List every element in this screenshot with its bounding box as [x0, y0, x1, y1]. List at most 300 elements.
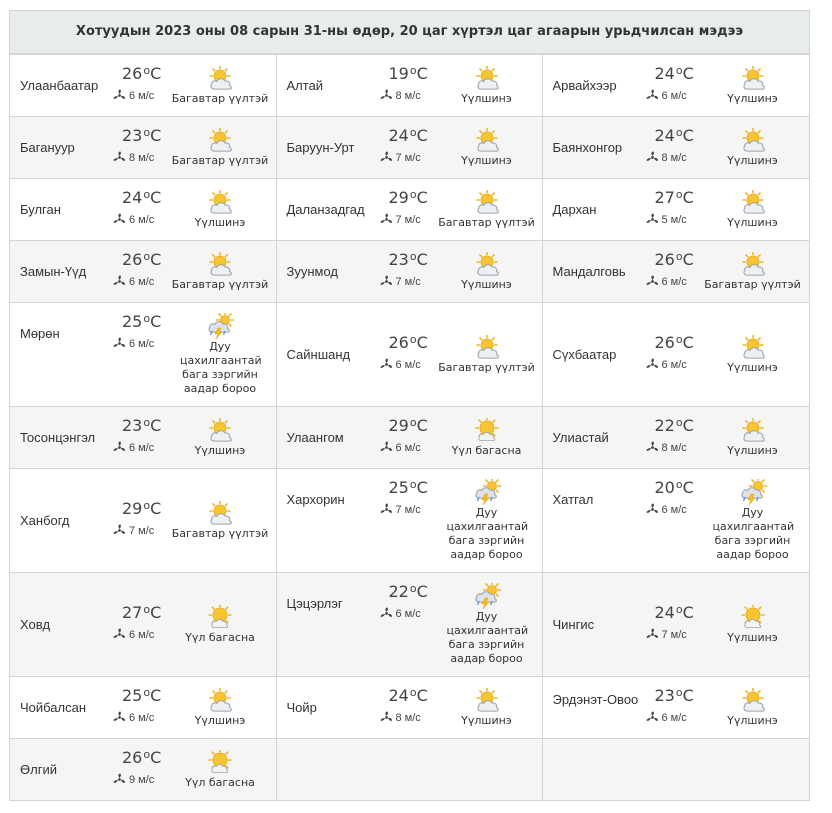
wind-icon	[646, 89, 659, 102]
wind-icon	[113, 275, 126, 288]
city-cell	[542, 573, 809, 677]
wind-speed: 7 м/с	[395, 213, 421, 226]
degree-symbol: o	[409, 478, 417, 491]
temperature-unit: C	[416, 686, 428, 705]
wind	[646, 628, 687, 641]
sun-cloud-icon	[738, 335, 768, 361]
temperature	[122, 748, 161, 767]
city-name: Улаангом	[286, 430, 344, 445]
city-cell	[276, 55, 542, 117]
city-cell	[542, 117, 809, 179]
degree-symbol: o	[675, 333, 683, 346]
city-name: Баянхонгор	[552, 140, 623, 155]
temperature-value: 22	[388, 582, 409, 601]
degree-symbol: o	[143, 603, 151, 616]
city-name: Тосонцэнгэл	[20, 430, 96, 445]
temperature	[389, 416, 428, 435]
wind	[380, 503, 421, 516]
degree-symbol: o	[409, 250, 417, 263]
wind	[113, 337, 154, 350]
city-cell	[542, 179, 809, 241]
sun-small-cloud-icon	[205, 605, 235, 631]
temperature	[122, 686, 161, 705]
weather-condition: Үүлшинэ	[194, 714, 246, 727]
sun-cloud-icon	[205, 501, 235, 527]
degree-symbol: o	[143, 499, 151, 512]
table-row	[10, 469, 809, 573]
city-cell	[10, 55, 276, 117]
city-cell	[542, 303, 809, 407]
weather-condition: Үүлшинэ	[461, 714, 512, 727]
wind	[646, 503, 687, 516]
weather-condition: Багавтар үүлтэй	[171, 92, 269, 105]
wind	[380, 213, 421, 226]
temperature-value: 25	[388, 478, 409, 497]
temperature-unit: C	[416, 416, 428, 435]
wind	[113, 441, 154, 454]
wind-speed: 6 м/с	[395, 358, 421, 371]
sun-cloud-icon	[205, 418, 235, 444]
degree-symbol: o	[675, 188, 683, 201]
sun-cloud-icon	[205, 66, 235, 92]
temperature	[122, 250, 161, 269]
sun-cloud-icon	[472, 190, 502, 216]
temperature-unit: C	[682, 250, 694, 269]
wind	[380, 151, 421, 164]
city-name: Эрдэнэт-Овоо	[552, 692, 639, 707]
weather-condition: Үүл багасна	[451, 444, 522, 457]
temperature	[389, 188, 428, 207]
city-name: Сайншанд	[286, 347, 351, 362]
sun-cloud-icon	[472, 66, 502, 92]
temperature-unit: C	[150, 250, 162, 269]
wind-speed: 7 м/с	[395, 503, 421, 516]
sun-cloud-icon	[738, 688, 768, 714]
empty-cell	[276, 739, 542, 801]
city-name: Улиастай	[552, 430, 609, 445]
wind-speed: 6 м/с	[129, 275, 155, 288]
wind	[380, 89, 421, 102]
wind-speed: 8 м/с	[661, 151, 687, 164]
temperature	[122, 188, 161, 207]
wind-speed: 6 м/с	[661, 89, 687, 102]
city-name: Багануур	[20, 140, 75, 155]
wind-speed: 9 м/с	[129, 773, 155, 786]
temperature	[655, 686, 694, 705]
wind-icon	[113, 151, 126, 164]
weather-condition: Үүлшинэ	[194, 216, 246, 229]
temperature	[655, 603, 694, 622]
temperature	[122, 312, 161, 331]
city-name: Улаанбаатар	[20, 78, 99, 93]
sun-cloud-icon	[738, 418, 768, 444]
temperature	[655, 250, 694, 269]
city-name: Баруун-Урт	[286, 140, 355, 155]
temperature-unit: C	[682, 188, 694, 207]
wind-speed: 6 м/с	[661, 275, 687, 288]
sun-small-cloud-icon	[738, 605, 768, 631]
degree-symbol: o	[675, 250, 683, 263]
wind-speed: 6 м/с	[395, 441, 421, 454]
city-cell	[542, 469, 809, 573]
wind-icon	[646, 711, 659, 724]
wind-icon	[380, 607, 393, 620]
temperature	[389, 686, 428, 705]
temperature-unit: C	[150, 416, 162, 435]
wind-speed: 6 м/с	[129, 213, 155, 226]
wind-speed: 8 м/с	[661, 441, 687, 454]
wind	[113, 628, 154, 641]
temperature-value: 24	[122, 188, 143, 207]
weather-condition: Дуу цахилгаантай бага зэргийн аадар бороо	[446, 506, 529, 561]
wind	[113, 773, 154, 786]
temperature	[389, 250, 428, 269]
city-name: Даланзадгад	[286, 202, 365, 217]
city-name: Ховд	[20, 617, 51, 632]
wind	[380, 358, 421, 371]
degree-symbol: o	[143, 686, 151, 699]
city-name: Мөрөн	[20, 326, 60, 341]
degree-symbol: o	[675, 478, 683, 491]
temperature	[122, 603, 161, 622]
temperature-unit: C	[416, 582, 428, 601]
wind-icon	[646, 441, 659, 454]
city-cell	[10, 739, 276, 801]
wind-icon	[380, 711, 393, 724]
wind	[646, 358, 687, 371]
wind	[113, 524, 154, 537]
temperature	[389, 478, 428, 497]
city-name: Чингис	[552, 617, 595, 632]
city-cell	[10, 407, 276, 469]
city-name: Хатгал	[552, 492, 594, 507]
temperature-unit: C	[682, 126, 694, 145]
weather-condition: Үүлшинэ	[461, 278, 512, 291]
wind	[646, 711, 687, 724]
temperature-value: 29	[388, 416, 409, 435]
forecast-table	[10, 54, 809, 801]
city-name: Зуунмод	[286, 264, 338, 279]
forecast-title: Хотуудын 2023 оны 08 сарын 31-ны өдөр, 20 цаг хүртэл цаг агаарын урьдчилсан мэдээ	[10, 11, 809, 54]
wind-icon	[113, 441, 126, 454]
sun-cloud-icon	[205, 252, 235, 278]
temperature-unit: C	[416, 188, 428, 207]
sun-cloud-icon	[738, 190, 768, 216]
wind	[646, 275, 687, 288]
temperature-unit: C	[682, 416, 694, 435]
weather-condition: Багавтар үүлтэй	[438, 216, 535, 229]
degree-symbol: o	[409, 333, 417, 346]
wind-speed: 7 м/с	[129, 524, 155, 537]
wind-speed: 6 м/с	[129, 711, 155, 724]
wind	[646, 89, 687, 102]
wind	[646, 151, 687, 164]
wind-icon	[380, 441, 393, 454]
weather-condition: Дуу цахилгаантай бага зэргийн аадар бороо	[180, 340, 262, 395]
temperature	[122, 416, 161, 435]
city-cell	[276, 179, 542, 241]
wind	[646, 213, 687, 226]
temperature-value: 26	[654, 333, 675, 352]
degree-symbol: o	[143, 64, 151, 77]
city-cell	[276, 117, 542, 179]
temperature-value: 20	[654, 478, 675, 497]
city-cell	[276, 241, 542, 303]
temperature-unit: C	[150, 686, 162, 705]
degree-symbol: o	[675, 686, 683, 699]
wind-icon	[113, 213, 126, 226]
weather-condition: Багавтар үүлтэй	[171, 278, 269, 291]
thunder-rain-icon	[472, 583, 502, 609]
wind-speed: 5 м/с	[661, 213, 687, 226]
wind-icon	[646, 151, 659, 164]
forecast-panel	[9, 10, 810, 801]
degree-symbol: o	[675, 416, 683, 429]
wind-icon	[113, 89, 126, 102]
wind	[113, 711, 154, 724]
city-cell	[10, 573, 276, 677]
city-name: Цэцэрлэг	[286, 596, 343, 611]
sun-small-cloud-icon	[472, 418, 502, 444]
weather-condition: Үүлшинэ	[727, 361, 778, 374]
temperature-unit: C	[416, 64, 428, 83]
weather-condition: Үүлшинэ	[727, 714, 778, 727]
sun-small-cloud-icon	[205, 750, 235, 776]
temperature-unit: C	[150, 499, 162, 518]
degree-symbol: o	[409, 686, 417, 699]
temperature-value: 23	[122, 416, 143, 435]
temperature-value: 23	[388, 250, 409, 269]
temperature-unit: C	[416, 126, 428, 145]
city-cell	[10, 303, 276, 407]
city-name: Өлгий	[20, 762, 57, 777]
temperature-unit: C	[682, 64, 694, 83]
temperature	[389, 582, 428, 601]
temperature-value: 27	[654, 188, 675, 207]
wind-speed: 8 м/с	[129, 151, 155, 164]
temperature-value: 22	[654, 416, 675, 435]
sun-cloud-icon	[738, 128, 768, 154]
temperature-value: 25	[122, 686, 143, 705]
wind-icon	[646, 275, 659, 288]
wind-speed: 6 м/с	[129, 628, 155, 641]
temperature-value: 24	[654, 64, 675, 83]
weather-condition: Багавтар үүлтэй	[171, 154, 269, 167]
weather-condition: Үүлшинэ	[461, 154, 512, 167]
temperature-value: 25	[122, 312, 143, 331]
temperature-unit: C	[682, 603, 694, 622]
degree-symbol: o	[409, 582, 417, 595]
weather-condition: Дуу цахилгаантай бага зэргийн аадар бороо	[446, 610, 529, 665]
table-row	[10, 241, 809, 303]
temperature-value: 29	[388, 188, 409, 207]
degree-symbol: o	[143, 748, 151, 761]
wind	[380, 607, 421, 620]
temperature	[389, 126, 428, 145]
table-row	[10, 407, 809, 469]
sun-cloud-icon	[205, 128, 235, 154]
sun-cloud-icon	[472, 128, 502, 154]
temperature-value: 24	[388, 686, 409, 705]
city-cell	[542, 55, 809, 117]
wind-speed: 7 м/с	[661, 628, 687, 641]
temperature-unit: C	[150, 603, 162, 622]
wind	[380, 441, 421, 454]
table-row	[10, 677, 809, 739]
degree-symbol: o	[409, 64, 417, 77]
wind-icon	[380, 358, 393, 371]
wind-icon	[113, 628, 126, 641]
thunder-rain-icon	[472, 479, 502, 505]
city-name: Хархорин	[286, 492, 345, 507]
wind-speed: 6 м/с	[395, 607, 421, 620]
temperature-value: 29	[122, 499, 143, 518]
city-name: Дархан	[552, 202, 597, 217]
city-name: Булган	[20, 202, 61, 217]
temperature-unit: C	[682, 333, 694, 352]
sun-cloud-icon	[205, 688, 235, 714]
temperature-value: 23	[122, 126, 143, 145]
wind-speed: 7 м/с	[395, 275, 421, 288]
wind-icon	[646, 358, 659, 371]
sun-cloud-icon	[472, 335, 502, 361]
wind-icon	[380, 275, 393, 288]
temperature	[122, 126, 161, 145]
weather-condition: Үүлшинэ	[727, 216, 778, 229]
city-cell	[10, 179, 276, 241]
weather-condition: Үүлшинэ	[727, 631, 778, 644]
wind-icon	[380, 89, 393, 102]
temperature-value: 26	[122, 748, 143, 767]
degree-symbol: o	[143, 250, 151, 263]
temperature	[655, 333, 694, 352]
degree-symbol: o	[143, 188, 151, 201]
temperature-unit: C	[150, 312, 162, 331]
wind-icon	[380, 503, 393, 516]
wind	[113, 151, 154, 164]
city-cell	[276, 407, 542, 469]
thunder-rain-icon	[205, 313, 235, 339]
temperature-unit: C	[150, 748, 162, 767]
wind	[380, 711, 421, 724]
temperature	[655, 478, 694, 497]
temperature-unit: C	[682, 686, 694, 705]
city-name: Арвайхээр	[552, 78, 617, 93]
weather-condition: Багавтар үүлтэй	[438, 361, 535, 374]
table-row	[10, 573, 809, 677]
sun-cloud-icon	[472, 688, 502, 714]
wind-icon	[113, 337, 126, 350]
city-cell	[276, 303, 542, 407]
sun-cloud-icon	[205, 190, 235, 216]
sun-cloud-icon	[472, 252, 502, 278]
wind	[113, 213, 154, 226]
city-name: Чойбалсан	[20, 700, 87, 715]
temperature	[122, 499, 161, 518]
temperature-unit: C	[416, 250, 428, 269]
city-cell	[276, 677, 542, 739]
temperature-value: 24	[654, 603, 675, 622]
temperature-value: 19	[388, 64, 409, 83]
city-name: Мандалговь	[552, 264, 626, 279]
degree-symbol: o	[143, 312, 151, 325]
wind-speed: 8 м/с	[395, 711, 421, 724]
weather-condition: Багавтар үүлтэй	[171, 527, 269, 540]
weather-condition: Үүл багасна	[185, 776, 255, 789]
temperature	[655, 126, 694, 145]
table-row	[10, 179, 809, 241]
temperature-unit: C	[150, 188, 162, 207]
weather-condition: Үүл багасна	[185, 631, 255, 644]
degree-symbol: o	[675, 64, 683, 77]
wind-icon	[380, 151, 393, 164]
city-cell	[276, 573, 542, 677]
weather-condition: Үүлшинэ	[194, 444, 246, 457]
degree-symbol: o	[143, 416, 151, 429]
degree-symbol: o	[409, 416, 417, 429]
city-cell	[10, 469, 276, 573]
temperature	[389, 64, 428, 83]
temperature-value: 24	[654, 126, 675, 145]
wind-speed: 6 м/с	[661, 503, 687, 516]
weather-condition: Үүлшинэ	[727, 92, 778, 105]
city-name: Ханбогд	[20, 513, 70, 528]
wind-icon	[646, 503, 659, 516]
city-name: Замын-Үүд	[20, 264, 87, 279]
thunder-rain-icon	[738, 479, 768, 505]
temperature	[655, 188, 694, 207]
temperature-unit: C	[682, 478, 694, 497]
wind-speed: 6 м/с	[661, 358, 687, 371]
degree-symbol: o	[409, 126, 417, 139]
temperature-unit: C	[150, 64, 162, 83]
city-cell	[542, 407, 809, 469]
wind-speed: 6 м/с	[129, 89, 155, 102]
wind-speed: 6 м/с	[129, 337, 155, 350]
temperature-value: 26	[388, 333, 409, 352]
table-row	[10, 55, 809, 117]
city-cell	[10, 677, 276, 739]
temperature-value: 23	[654, 686, 675, 705]
temperature-unit: C	[416, 333, 428, 352]
temperature	[122, 64, 161, 83]
temperature-value: 26	[122, 250, 143, 269]
wind-icon	[113, 524, 126, 537]
wind-speed: 6 м/с	[129, 441, 155, 454]
city-name: Чойр	[286, 700, 317, 715]
degree-symbol: o	[675, 603, 683, 616]
weather-condition: Дуу цахилгаантай бага зэргийн аадар бороо	[712, 506, 795, 561]
table-row	[10, 117, 809, 179]
temperature-unit: C	[150, 126, 162, 145]
table-row	[10, 739, 809, 801]
temperature-value: 24	[388, 126, 409, 145]
city-cell	[276, 469, 542, 573]
sun-cloud-icon	[738, 66, 768, 92]
weather-condition: Үүлшинэ	[727, 444, 778, 457]
city-cell	[10, 241, 276, 303]
weather-condition: Үүлшинэ	[727, 154, 778, 167]
weather-condition: Багавтар үүлтэй	[704, 278, 801, 291]
city-cell	[10, 117, 276, 179]
wind-speed: 7 м/с	[395, 151, 421, 164]
wind-icon	[646, 213, 659, 226]
empty-cell	[542, 739, 809, 801]
degree-symbol: o	[675, 126, 683, 139]
temperature	[655, 64, 694, 83]
temperature-value: 27	[122, 603, 143, 622]
wind-icon	[380, 213, 393, 226]
